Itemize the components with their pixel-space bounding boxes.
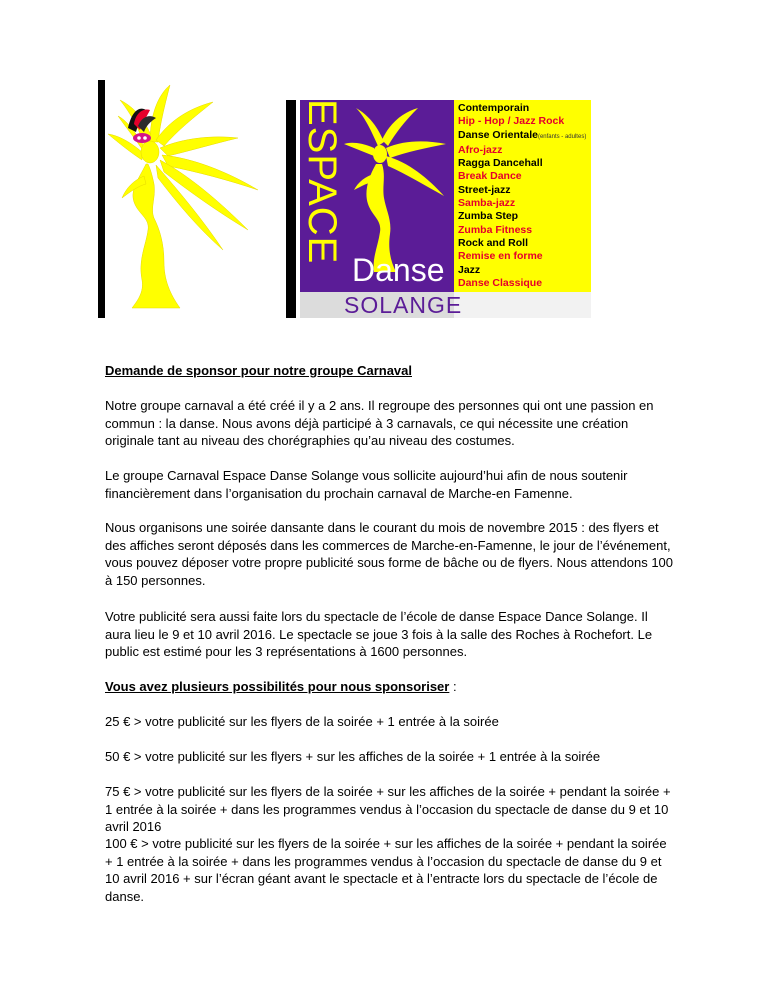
- option-text: 75 € > votre publicité sur les flyers de la soirée + sur les affiches de la soirée + pendant la soirée + 1 entrée à la soirée + dans les programmes vendus à l’occasion du spectacle de danse du 9 et 10 avril 2016: [105, 784, 671, 834]
- dance-style-item: [458, 237, 591, 250]
- options-heading-text: Vous avez plusieurs possibilités pour nous sponsoriser: [105, 679, 450, 694]
- dance-style-item: [458, 277, 591, 290]
- paragraph-intro: [105, 397, 675, 450]
- option-text: 50 € > votre publicité sur les flyers + sur les affiches de la soirée + 1 entrée à la soirée: [105, 749, 601, 764]
- dance-style-label: Hip - Hop / Jazz Rock: [458, 115, 565, 128]
- options-heading-row: [105, 678, 675, 696]
- dance-style-item: [458, 197, 591, 210]
- dancer-figure: [108, 85, 258, 308]
- option-50: [105, 748, 675, 766]
- dance-style-label: Zumba Fitness: [458, 223, 533, 236]
- dance-style-label: Jazz: [458, 263, 481, 276]
- option-text: 25 € > votre publicité sur les flyers de la soirée + 1 entrée à la soirée: [105, 714, 499, 729]
- paragraph-solicitation: [105, 467, 675, 502]
- dance-style-label: Remise en forme: [458, 250, 543, 263]
- options-heading: [105, 678, 675, 696]
- dance-style-item: [458, 129, 591, 144]
- paragraph-2: Le groupe Carnaval Espace Danse Solange vous sollicite aujourd’hui afin de nous soutenir financièrement dans l’organisation du prochain carnaval de Marche-en Famenne.: [105, 468, 628, 501]
- dance-style-item: [458, 264, 591, 277]
- options-heading-colon: :: [449, 679, 457, 694]
- dance-style-label: Rock and Roll: [458, 236, 529, 249]
- dance-style-label: Afro-jazz: [458, 143, 503, 156]
- option-text: 100 € > votre publicité sur les flyers de la soirée + sur les affiches de la soirée + pendant la soirée + 1 entrée à la soirée + dans les programmes vendus à l’occasion du spectacle de danse du 9 et 10 avril 2016 + sur l’écran géant avant le spectacle et à l’entracte lors du spectacle de l’école de danse.: [105, 836, 667, 904]
- dance-style-item: [458, 144, 591, 157]
- dance-style-label: Samba-jazz: [458, 197, 516, 210]
- dance-style-item: [458, 224, 591, 237]
- dance-style-item: [458, 102, 591, 115]
- brand-espace-vertical: ESPACE: [300, 99, 344, 265]
- dance-style-item: [458, 157, 591, 170]
- dance-style-note: (enfants - adultes): [537, 133, 587, 140]
- dance-style-label: Danse Classique: [458, 276, 543, 289]
- dance-style-label: Break Dance: [458, 170, 522, 183]
- dancer-mask-logo: [98, 80, 283, 318]
- option-75: [105, 783, 675, 836]
- paragraph-3: Nous organisons une soirée dansante dans le courant du mois de novembre 2015 : des flyers et des affiches seront déposés dans les commerces de Marche-en-Famenne, le jour de l’événement, vous pouvez déposer votre propre publicité sous forme de bâche ou de flyers. Nous attendons 100 à 150 personnes.: [105, 520, 674, 588]
- paragraph-soiree: [105, 519, 675, 589]
- black-bar: [286, 100, 296, 318]
- dance-style-label: Contemporain: [458, 102, 530, 114]
- black-bar: [98, 80, 105, 318]
- option-25: [105, 713, 675, 731]
- brand-danse: Danse: [352, 252, 445, 288]
- dance-style-label: Danse Orientale: [458, 128, 538, 141]
- dance-style-label: Zumba Step: [458, 210, 519, 223]
- paragraph-spectacle: [105, 608, 675, 661]
- dance-style-label: Ragga Dancehall: [458, 157, 543, 170]
- dance-style-item: [458, 250, 591, 263]
- dance-style-item: [458, 184, 591, 197]
- dance-style-label: Street-jazz: [458, 183, 511, 196]
- dance-styles-list: [458, 102, 591, 290]
- dance-style-item: [458, 210, 591, 223]
- dance-style-item: [458, 170, 591, 183]
- brand-solange: SOLANGE: [344, 292, 463, 318]
- document-body: [105, 362, 675, 380]
- paragraph-1: Notre groupe carnaval a été créé il y a 2 ans. Il regroupe des personnes qui ont une passion en commun : la danse. Nous avons déjà participé à 3 carnavals, ce qui nécessite une création originale tant au niveau des chorégraphies qu’au niveau des costumes.: [105, 398, 654, 448]
- espace-danse-solange-poster: [286, 82, 596, 318]
- dance-style-item: [458, 115, 591, 128]
- doc-heading: Demande de sponsor pour notre groupe Carnaval: [105, 363, 412, 378]
- option-100: [105, 835, 675, 905]
- paragraph-4: Votre publicité sera aussi faite lors du spectacle de l’école de danse Espace Dance Solange. Il aura lieu le 9 et 10 avril 2016. Le spectacle se joue 3 fois à la salle des Roches à Rochefort. Le public est estimé pour les 3 représentations à 1600 personnes.: [105, 609, 653, 659]
